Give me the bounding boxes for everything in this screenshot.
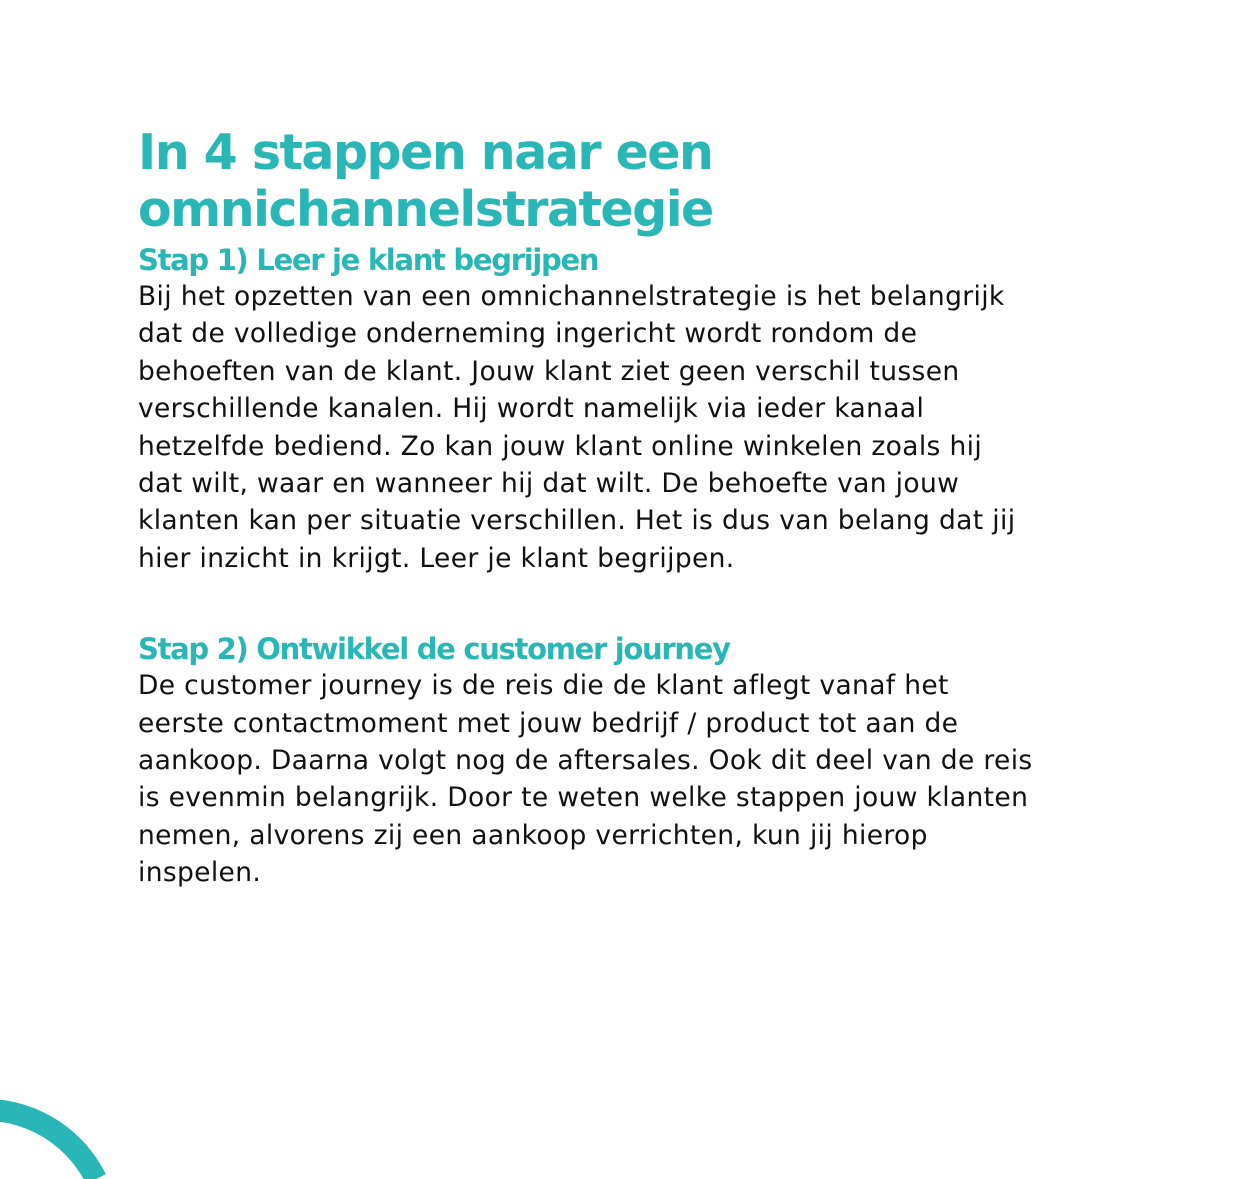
paragraph-line: behoeften van de klant. Jouw klant ziet geen verschil tussen: [138, 355, 960, 387]
decorative-arc: [0, 1100, 110, 1179]
paragraph-line: hetzelfde bediend. Zo kan jouw klant online winkelen zoals hij: [138, 430, 983, 462]
title-line-1: In 4 stappen naar een: [138, 124, 713, 181]
paragraph-line: verschillende kanalen. Hij wordt namelijk via ieder kanaal: [138, 393, 925, 425]
paragraph-line: hier inzicht in krijgt. Leer je klant begrijpen.: [138, 542, 735, 574]
step-2-paragraph: [138, 667, 1138, 891]
step-2-heading: Stap 2) Ontwikkel de customer journey: [138, 632, 730, 667]
title-line-2: omnichannelstrategie: [138, 181, 713, 238]
paragraph-line: Bij het opzetten van een omnichannelstrategie is het belangrijk: [138, 281, 1005, 312]
paragraph-line: klanten kan per situatie verschillen. Het is dus van belang dat jij: [138, 505, 1016, 537]
step-1-section: [138, 242, 1138, 577]
page-title: [138, 124, 1138, 238]
paragraph-line: dat de volledige onderneming ingericht wordt rondom de: [138, 318, 918, 350]
paragraph-line: De customer journey is de reis die de klant aflegt vanaf het: [138, 670, 949, 702]
step-1-paragraph: [138, 278, 1138, 577]
paragraph-line: inspelen.: [138, 857, 262, 889]
article-content: [138, 124, 1138, 892]
paragraph-line: dat wilt, waar en wanneer hij dat wilt. De behoefte van jouw: [138, 468, 960, 500]
step-2-section: [138, 631, 1138, 891]
paragraph-line: aankoop. Daarna volgt nog de aftersales. Ook dit deel van de reis: [138, 745, 1033, 777]
paragraph-line: nemen, alvorens zij een aankoop verrichten, kun jij hierop: [138, 819, 928, 851]
step-1-heading: Stap 1) Leer je klant begrijpen: [138, 243, 599, 277]
paragraph-line: is evenmin belangrijk. Door te weten welke stappen jouw klanten: [138, 782, 1029, 814]
paragraph-line: eerste contactmoment met jouw bedrijf / product tot aan de: [138, 707, 959, 739]
